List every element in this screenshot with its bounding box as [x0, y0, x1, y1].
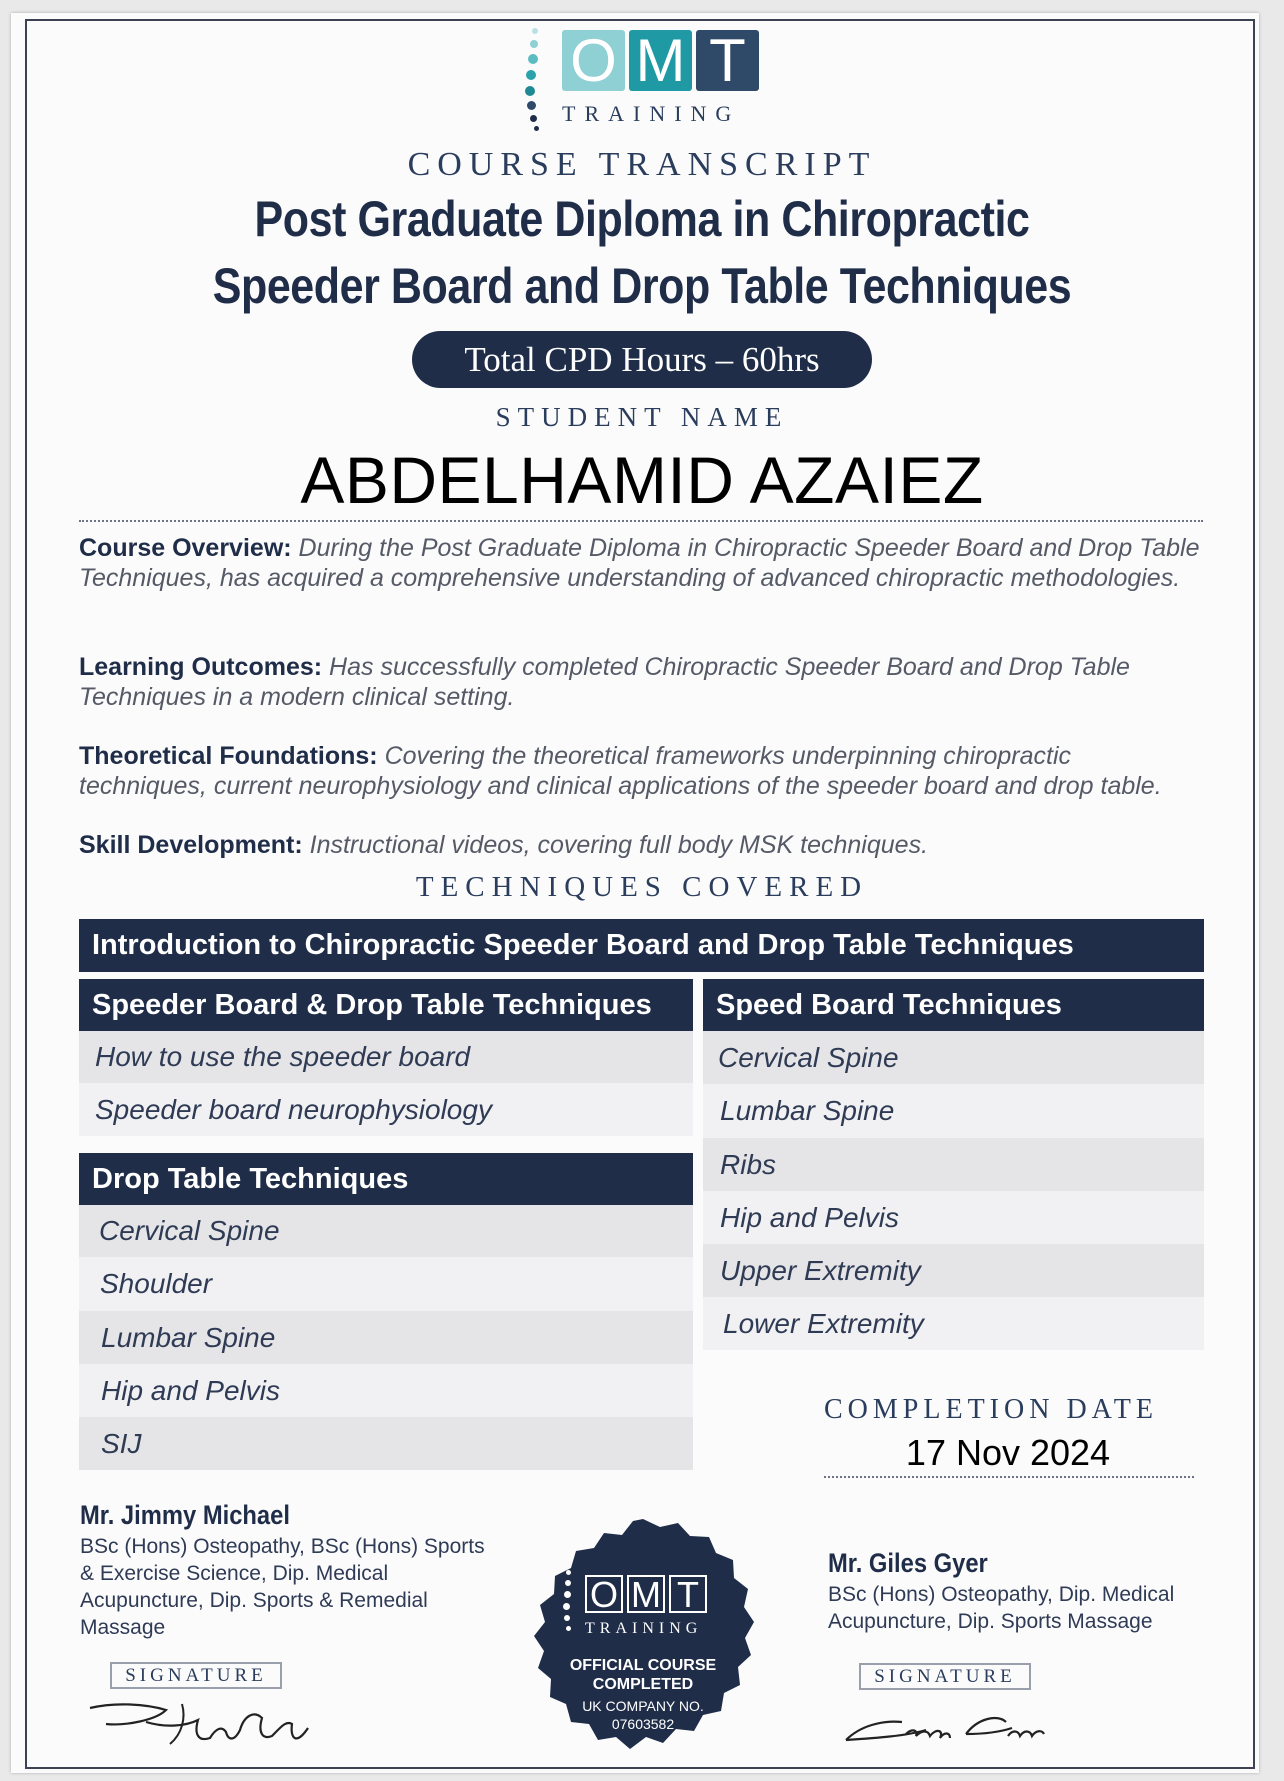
techniques-heading: TECHNIQUES COVERED	[415, 871, 869, 903]
course-title-line2: Speeder Board and Drop Table Techniques	[212, 258, 1072, 314]
drop-table-item: Shoulder	[79, 1257, 693, 1311]
left-signature-image	[86, 1698, 316, 1754]
student-name: ABDELHAMID AZAIEZ	[300, 443, 984, 517]
drop-table-item: Cervical Spine	[79, 1205, 693, 1257]
name-divider	[79, 520, 1203, 522]
student-name-label: STUDENT NAME	[495, 402, 789, 432]
seal-line2: COMPLETED	[592, 1676, 694, 1693]
learning-outcomes-text: Has successfully completed Chiropractic Speeder Board and Drop Table Techniques in a modern clinical setting.	[79, 653, 1130, 711]
omt-logo	[520, 28, 770, 128]
speed-board-item: Lower Extremity	[703, 1297, 1204, 1350]
speed-board-item: Cervical Spine	[703, 1031, 1204, 1084]
speeder-drop-item: Speeder board neurophysiology	[79, 1083, 693, 1136]
intro-bar: Introduction to Chiropractic Speeder Board and Drop Table Techniques	[79, 919, 1204, 972]
seal-letter-o: O	[585, 1575, 623, 1613]
speeder-drop-item: How to use the speeder board	[79, 1031, 693, 1083]
course-overview-heading: Course Overview:	[79, 534, 292, 562]
speed-board-item: Lumbar Spine	[703, 1084, 1204, 1138]
course-overview	[79, 533, 1203, 593]
logo-letter-o: O	[562, 30, 625, 91]
seal-subtitle: TRAINING	[585, 1620, 703, 1637]
seal-company-number: 07603582	[611, 1716, 675, 1732]
completion-divider	[824, 1476, 1194, 1478]
skill-development-heading: Skill Development:	[79, 831, 303, 859]
seal-letter-t: T	[669, 1575, 707, 1613]
seal-logo-dots-icon	[562, 1570, 574, 1640]
completion-date-label: COMPLETION DATE	[824, 1394, 1158, 1425]
course-title-line1: Post Graduate Diploma in Chiropractic	[254, 191, 1030, 247]
completion-date: 17 Nov 2024	[905, 1432, 1111, 1473]
left-signatory-credentials: BSc (Hons) Osteopathy, BSc (Hons) Sports & Exercise Science, Dip. Medical Acupuncture, Dip. Sports & Remedial Massage	[80, 1535, 485, 1639]
speed-board-title: Speed Board Techniques	[703, 979, 1204, 1031]
doc-type: COURSE TRANSCRIPT	[407, 146, 877, 183]
speeder-drop-title: Speeder Board & Drop Table Techniques	[79, 979, 693, 1031]
speed-board-item: Ribs	[703, 1138, 1204, 1191]
seal-letter-m: M	[627, 1575, 665, 1613]
cpd-hours-badge: Total CPD Hours – 60hrs	[412, 331, 872, 388]
skill-development-text: Instructional videos, covering full body MSK techniques.	[309, 831, 929, 859]
right-signature-image	[836, 1700, 1056, 1750]
speed-board-item: Hip and Pelvis	[703, 1191, 1204, 1244]
right-signature-label: SIGNATURE	[859, 1663, 1031, 1690]
logo-letter-m: M	[629, 30, 692, 91]
logo-letter-t: T	[696, 30, 759, 91]
logo-subtitle: TRAINING	[562, 101, 741, 126]
skill-development	[79, 830, 1203, 860]
speed-board-item: Upper Extremity	[703, 1244, 1204, 1297]
left-signature-label: SIGNATURE	[110, 1662, 282, 1689]
theoretical-foundations	[79, 741, 1203, 801]
right-signatory-name: Mr. Giles Gyer	[828, 1548, 988, 1578]
drop-table-item: SIJ	[79, 1417, 693, 1470]
theoretical-foundations-text: Covering the theoretical frameworks underpinning chiropractic techniques, current neurophysiology and clinical applications of the speeder board and drop table.	[79, 742, 1162, 800]
drop-table-item: Lumbar Spine	[79, 1311, 693, 1364]
course-overview-text: During the Post Graduate Diploma in Chiropractic Speeder Board and Drop Table Techniques, has acquired a comprehensive understanding of advanced chiropractic methodologies.	[79, 534, 1200, 592]
seal-line1: OFFICIAL COURSE	[569, 1657, 717, 1674]
left-signatory-name: Mr. Jimmy Michael	[80, 1500, 290, 1530]
learning-outcomes-heading: Learning Outcomes:	[79, 653, 323, 681]
drop-table-title: Drop Table Techniques	[79, 1153, 693, 1205]
learning-outcomes	[79, 652, 1203, 712]
seal-company-label: UK COMPANY NO.	[582, 1698, 704, 1714]
theoretical-foundations-heading: Theoretical Foundations:	[79, 742, 378, 770]
drop-table-item: Hip and Pelvis	[79, 1364, 693, 1417]
right-signatory-credentials: BSc (Hons) Osteopathy, Dip. Medical Acupuncture, Dip. Sports Massage	[828, 1583, 1175, 1633]
